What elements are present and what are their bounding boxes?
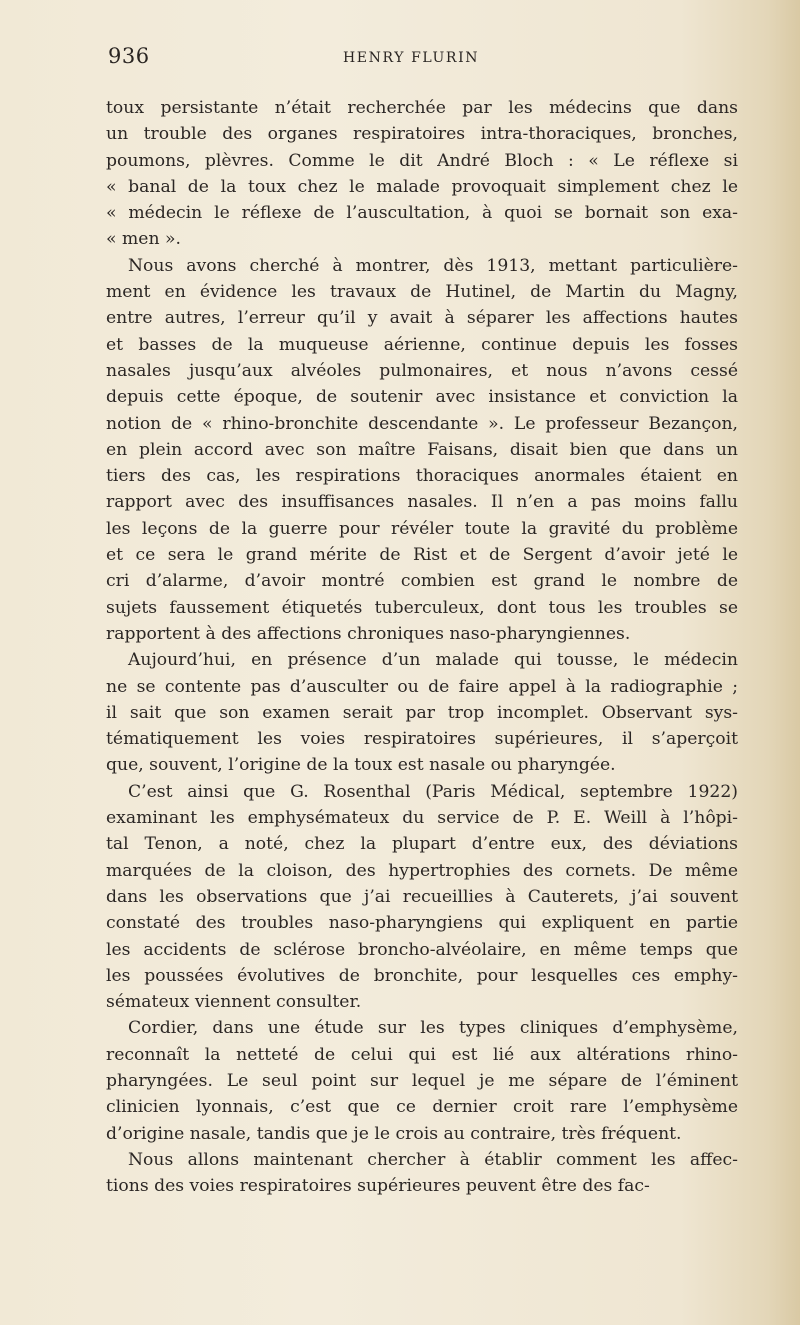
page-header — [108, 44, 738, 74]
text-line: tal Tenon, a noté, chez la plupart d’entre eux, des déviations — [106, 834, 738, 855]
text-line: depuis cette époque, de soutenir avec insistance et conviction la — [106, 387, 738, 408]
text-line: rapport avec des insuffisances nasales. Il n’en a pas moins fallu — [106, 492, 738, 513]
paragraph — [106, 1147, 738, 1200]
text-line: un trouble des organes respiratoires intra-thoraciques, bronches, — [106, 124, 738, 145]
text-line: clinicien lyonnais, c’est que ce dernier croit rare l’emphysème — [106, 1097, 738, 1118]
text-line: et ce sera le grand mérite de Rist et de Sergent d’avoir jeté le — [106, 545, 738, 566]
text-line: « médecin le réflexe de l’auscultation, à quoi se bornait son exa- — [106, 203, 738, 224]
text-line: Cordier, dans une étude sur les types cliniques d’emphysème, — [128, 1018, 738, 1039]
text-line: ment en évidence les travaux de Hutinel, de Martin du Magny, — [106, 282, 738, 303]
paragraph — [106, 95, 738, 253]
text-line: nasales jusqu’aux alvéoles pulmonaires, et nous n’avons cessé — [106, 360, 738, 381]
text-line: il sait que son examen serait par trop incomplet. Observant sys- — [106, 702, 738, 723]
text-line: et basses de la muqueuse aérienne, continue depuis les fosses — [106, 334, 738, 355]
paragraph — [106, 253, 738, 647]
paragraph — [106, 647, 738, 778]
text-line: tiers des cas, les respirations thoraciques anormales étaient en — [106, 466, 738, 487]
text-line: constaté des troubles naso-pharyngiens qui expliquent en partie — [106, 913, 738, 934]
text-line: rapportent à des affections chroniques naso-pharyngiennes. — [106, 623, 631, 644]
page-number: 936 — [108, 44, 150, 68]
text-line: entre autres, l’erreur qu’il y avait à séparer les affections hautes — [106, 308, 738, 329]
text-line: tématiquement les voies respiratoires supérieures, il s’aperçoit — [106, 729, 738, 750]
text-line: reconnaît la netteté de celui qui est lié aux altérations rhino- — [106, 1044, 738, 1065]
running-head: HENRY FLURIN — [343, 50, 480, 66]
text-line: les leçons de la guerre pour révéler toute la gravité du problème — [106, 518, 738, 539]
paragraph — [106, 1015, 738, 1146]
text-line: examinant les emphysémateux du service de P. E. Weill à l’hôpi- — [106, 808, 738, 829]
text-line: marquées de la cloison, des hypertrophies des cornets. De même — [106, 860, 738, 881]
text-line: toux persistante n’était recherchée par les médecins que dans — [106, 98, 738, 118]
text-line: sujets faussement étiquetés tuberculeux, dont tous les troubles se — [106, 597, 738, 618]
text-line: Nous allons maintenant chercher à établir comment les affec- — [128, 1149, 738, 1170]
text-line: cri d’alarme, d’avoir montré combien est grand le nombre de — [106, 571, 738, 592]
text-line: « men ». — [106, 229, 181, 250]
text-line: ne se contente pas d’ausculter ou de faire appel à la radiographie ; — [106, 676, 738, 697]
text-line: tions des voies respiratoires supérieures peuvent être des fac- — [106, 1176, 650, 1197]
text-line: dans les observations que j’ai recueillies à Cauterets, j’ai souvent — [106, 886, 738, 907]
text-line: d’origine nasale, tandis que je le crois au contraire, très fréquent. — [106, 1123, 682, 1144]
text-line: les accidents de sclérose broncho-alvéolaire, en même temps que — [106, 939, 738, 960]
text-line: poumons, plèvres. Comme le dit André Bloch : « Le réflexe si — [106, 150, 738, 171]
text-line: notion de « rhino-bronchite descendante ». Le professeur Bezançon, — [106, 413, 738, 434]
text-line: sémateux viennent consulter. — [106, 992, 362, 1013]
text-line: les poussées évolutives de bronchite, pour lesquelles ces emphy- — [106, 965, 738, 986]
body-text — [106, 95, 738, 1199]
text-line: pharyngées. Le seul point sur lequel je me sépare de l’éminent — [106, 1070, 738, 1091]
text-line: C’est ainsi que G. Rosenthal (Paris Médical, septembre 1922) — [128, 781, 738, 802]
text-line: que, souvent, l’origine de la toux est nasale ou pharyngée. — [106, 755, 616, 776]
text-line: en plein accord avec son maître Faisans, disait bien que dans un — [106, 439, 738, 460]
text-line: « banal de la toux chez le malade provoquait simplement chez le — [106, 176, 738, 197]
paragraph — [106, 779, 738, 1016]
text-line: Nous avons cherché à montrer, dès 1913, mettant particulière- — [128, 255, 738, 276]
text-line: Aujourd’hui, en présence d’un malade qui tousse, le médecin — [128, 650, 738, 671]
